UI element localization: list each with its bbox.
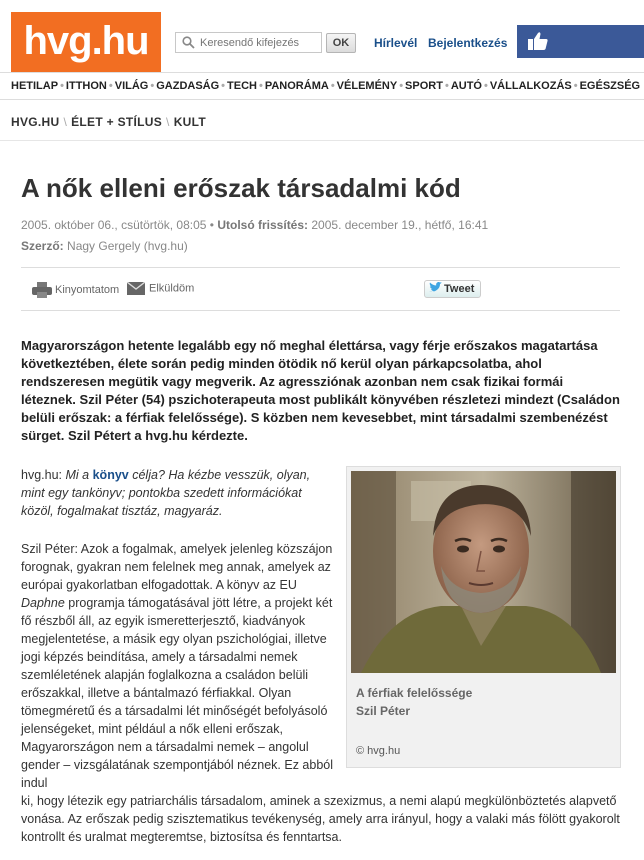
article-dates: 2005. október 06., csütörtök, 08:05 • Utolsó frissítés: 2005. december 19., hétfő, 16:41: [21, 218, 489, 232]
nav-item-9[interactable]: VÁLLALKOZÁS: [489, 80, 572, 92]
photo-caption-name: Szil Péter: [356, 704, 411, 718]
nav-separator: •: [483, 80, 488, 92]
portrait-photo[interactable]: [351, 471, 616, 673]
article-lead: Magyarországon hetente legalább egy nő meghal élettársa, vagy férje erőszakos magatartása következtében, élete során pedig minden ötödik nő kerül olyan párkapcsolatba, ahol rendszeresen megütik vagy megverik. Az agressziónak azonban nem csak fizikai formái léteznek. Szil Péter (54) pszichoterapeuta most publikált könyvében részletezi mindezt (Családon belüli erőszak: a férfiak felelőssége). S közben nem kevesebbet, mint társadalmi szembenézést sürget. Szil Pétert a hvg.hu kérdezte.: [21, 338, 620, 443]
photo-box: [346, 466, 621, 768]
nav-separator: •: [330, 80, 335, 92]
publish-date: 2005. október 06., csütörtök, 08:05: [21, 218, 207, 232]
author-label: Szerző:: [21, 239, 64, 253]
facebook-like-box[interactable]: [517, 25, 644, 58]
thumbs-up-icon: [527, 31, 549, 51]
question-text-1: Mi a: [65, 468, 90, 482]
question-paragraph: [21, 466, 336, 520]
nav-item-0[interactable]: HETILAP: [11, 80, 59, 92]
tweet-label: Tweet: [444, 283, 475, 295]
nav-separator: •: [444, 80, 449, 92]
breadcrumb-item-kult[interactable]: KULT: [173, 115, 206, 129]
answer-paragraph-continued: ki, hogy létezik egy patriarchális társadalom, aminek a szexizmus, a nemi alapú megkülönböztetés alapvető vonása. Az erőszak pedig szisztematikus tevékenység, amely arra irányul, hogy a valaki más fölött gyakorolt kontrollt és uralmat megteremtse, biztosítsa és fenntartsa.: [21, 794, 620, 844]
photo-credit: © hvg.hu: [356, 745, 401, 757]
print-button[interactable]: [32, 282, 119, 298]
article-title: A nők elleni erőszak társadalmi kód: [21, 173, 461, 203]
nav-separator: •: [60, 80, 64, 92]
nav-item-6[interactable]: VÉLEMÉNY: [336, 80, 398, 92]
author-name: Nagy Gergely (hvg.hu): [67, 239, 188, 253]
search-button[interactable]: OK: [326, 33, 356, 53]
keyword-link[interactable]: könyv: [92, 468, 129, 482]
envelope-icon: [127, 282, 145, 295]
breadcrumb-separator: \: [63, 115, 68, 129]
nav-separator: •: [108, 80, 113, 92]
search-icon: [182, 36, 195, 49]
nav-item-5[interactable]: PANORÁMA: [264, 80, 329, 92]
nav-separator: •: [399, 80, 404, 92]
nav-item-2[interactable]: VILÁG: [114, 80, 149, 92]
article-toolbar: [21, 267, 620, 311]
tweet-button[interactable]: [424, 280, 481, 298]
breadcrumb-separator: \: [166, 115, 170, 129]
question-text-2: célja? Ha kézbe vesszük, olyan, mint egy tankönyv; pontokba szedett információkat közöl, fogalmakat tisztáz, magyaráz.: [21, 468, 311, 518]
breadcrumb: [11, 115, 206, 129]
main-nav: [0, 72, 644, 100]
twitter-bird-icon: [429, 282, 443, 293]
answer-italic: Daphne: [21, 596, 65, 610]
login-link[interactable]: Bejelentkezés: [428, 36, 508, 50]
nav-items: [11, 80, 640, 92]
send-label: Elküldöm: [149, 282, 195, 295]
divider: [0, 140, 644, 141]
nav-separator: •: [221, 80, 226, 92]
nav-item-4[interactable]: TECH: [227, 80, 257, 92]
nav-item-7[interactable]: SPORT: [405, 80, 443, 92]
article-author: [21, 239, 188, 253]
print-label: Kinyomtatom: [55, 283, 120, 296]
nav-item-3[interactable]: GAZDASÁG: [156, 80, 220, 92]
nav-item-10[interactable]: EGÉSZSÉG: [579, 80, 641, 92]
search-box: [175, 32, 322, 53]
answer-paragraph: [21, 540, 333, 792]
breadcrumb-item-life-style[interactable]: ÉLET + STÍLUS: [71, 115, 163, 129]
printer-icon: [32, 282, 52, 298]
nav-item-8[interactable]: AUTÓ: [450, 80, 482, 92]
newsletter-link[interactable]: Hírlevél: [374, 36, 418, 50]
nav-item-1[interactable]: ITTHON: [65, 80, 107, 92]
nav-separator: •: [258, 80, 263, 92]
photo-caption-title: A férfiak felelőssége: [356, 686, 473, 700]
send-button[interactable]: [127, 282, 194, 295]
search-input[interactable]: [200, 34, 318, 51]
updated-date: 2005. december 19., hétfő, 16:41: [311, 218, 489, 232]
question-prefix: hvg.hu:: [21, 468, 63, 482]
answer-text-1: Szil Péter: Azok a fogalmak, amelyek jelenleg közszájon forognak, gyakran nem felelnek meg annak, amelyek az európai gyakorlatban elfogadottak. A könyv az EU: [21, 542, 333, 592]
nav-separator: •: [150, 80, 155, 92]
updated-label: Utolsó frissítés:: [217, 218, 309, 232]
nav-separator: •: [573, 80, 578, 92]
breadcrumb-item-hvg[interactable]: HVG.HU: [11, 115, 60, 129]
site-logo[interactable]: hvg.hu: [11, 12, 161, 72]
answer-text-2: programja támogatásával jött létre, a projekt két fő részből áll, az egyik ismeretterjesztő, kiadványok megjelentetése, a másik egy olyan pszichológiai, illetve jogi képzés beindítása, amely a társadalmi nemek szemléletének alapján foglalkozna a családon belüli erőszakkal, illetve a bántalmazó férfiakkal. Olyan tömegméretű és a társadalmi lét minőségét befolyásoló jelenségeket, mint például a nők elleni erőszak, Magyarországon nem a társadalmi nemek – angolul gender – vizsgálatának szempontjából néznek. Ez abból indul: [21, 596, 334, 790]
